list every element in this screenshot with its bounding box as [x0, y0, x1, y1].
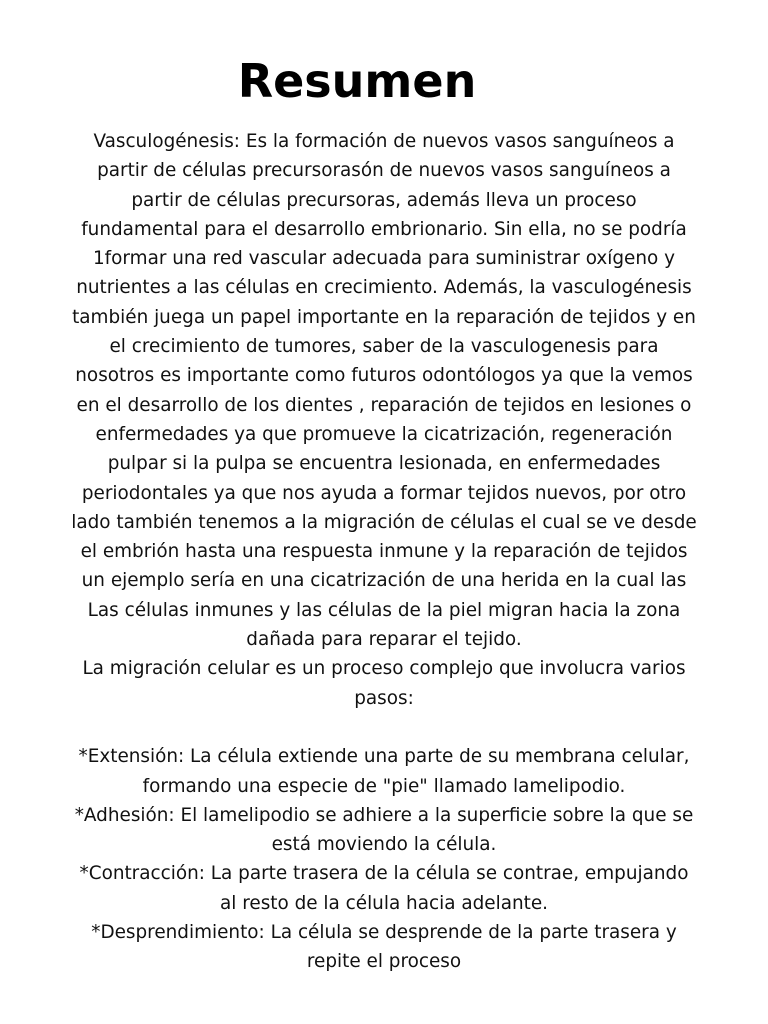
text-line: el embrión hasta una respuesta inmune y la reparación de tejidos [80, 541, 688, 563]
text-line: periodontales ya que nos ayuda a formar tejidos nuevos, por otro [81, 482, 687, 504]
text-line: en el desarrollo de los dientes , reparación de tejidos en lesiones o [76, 394, 692, 416]
text-line: dañada para reparar el tejido. [246, 629, 522, 651]
page-title: Resumen [237, 54, 477, 108]
text-line: *Extensión: La célula extiende una parte de su membrana celular, [78, 746, 690, 768]
text-line: formando una especie de "pie" llamado lamelipodio. [142, 775, 626, 797]
text-line: nosotros es importante como futuros odontólogos ya que la vemos [75, 365, 693, 387]
text-line: al resto de la célula hacia adelante. [220, 892, 548, 914]
text-line: partir de células precursoras, además lleva un proceso [131, 189, 637, 211]
text-line: también juega un papel importante en la reparación de tejidos y en [72, 306, 696, 328]
text-line: pulpar si la pulpa se encuentra lesionada, en enfermedades [107, 453, 661, 475]
text-line: fundamental para el desarrollo embrionario. Sin ella, no se podría [81, 218, 687, 240]
text-line: 1formar una red vascular adecuada para suministrar oxígeno y [92, 248, 676, 270]
text-line: lado también tenemos a la migración de células el cual se ve desde [71, 511, 697, 533]
text-line: un ejemplo sería en una cicatrización de una herida en la cual las [81, 570, 687, 592]
text-line: pasos: [354, 687, 414, 709]
text-line: repite el proceso [306, 951, 462, 973]
text-line: partir de células precursorasón de nuevos vasos sanguíneos a [97, 160, 671, 182]
body-text [40, 127, 728, 977]
text-line: Vasculogénesis: Es la formación de nuevos vasos sanguíneos a [93, 131, 675, 152]
text-line: *Adhesión: El lamelipodio se adhiere a la superficie sobre la que se [74, 804, 694, 826]
text-line: Las células inmunes y las células de la piel migran hacia la zona [87, 599, 681, 621]
text-line: La migración celular es un proceso complejo que involucra varios [82, 658, 686, 680]
blank-line [40, 713, 728, 742]
text-line: el crecimiento de tumores, saber de la vasculogenesis para [109, 336, 659, 358]
text-line: enfermedades ya que promueve la cicatrización, regeneración [95, 423, 673, 445]
text-line: nutrientes a las células en crecimiento. Además, la vasculogénesis [76, 277, 692, 299]
text-line: *Desprendimiento: La célula se desprende de la parte trasera y [91, 922, 677, 944]
text-line: está moviendo la célula. [271, 834, 497, 856]
text-line: *Contracción: La parte trasera de la célula se contrae, empujando [79, 863, 689, 885]
